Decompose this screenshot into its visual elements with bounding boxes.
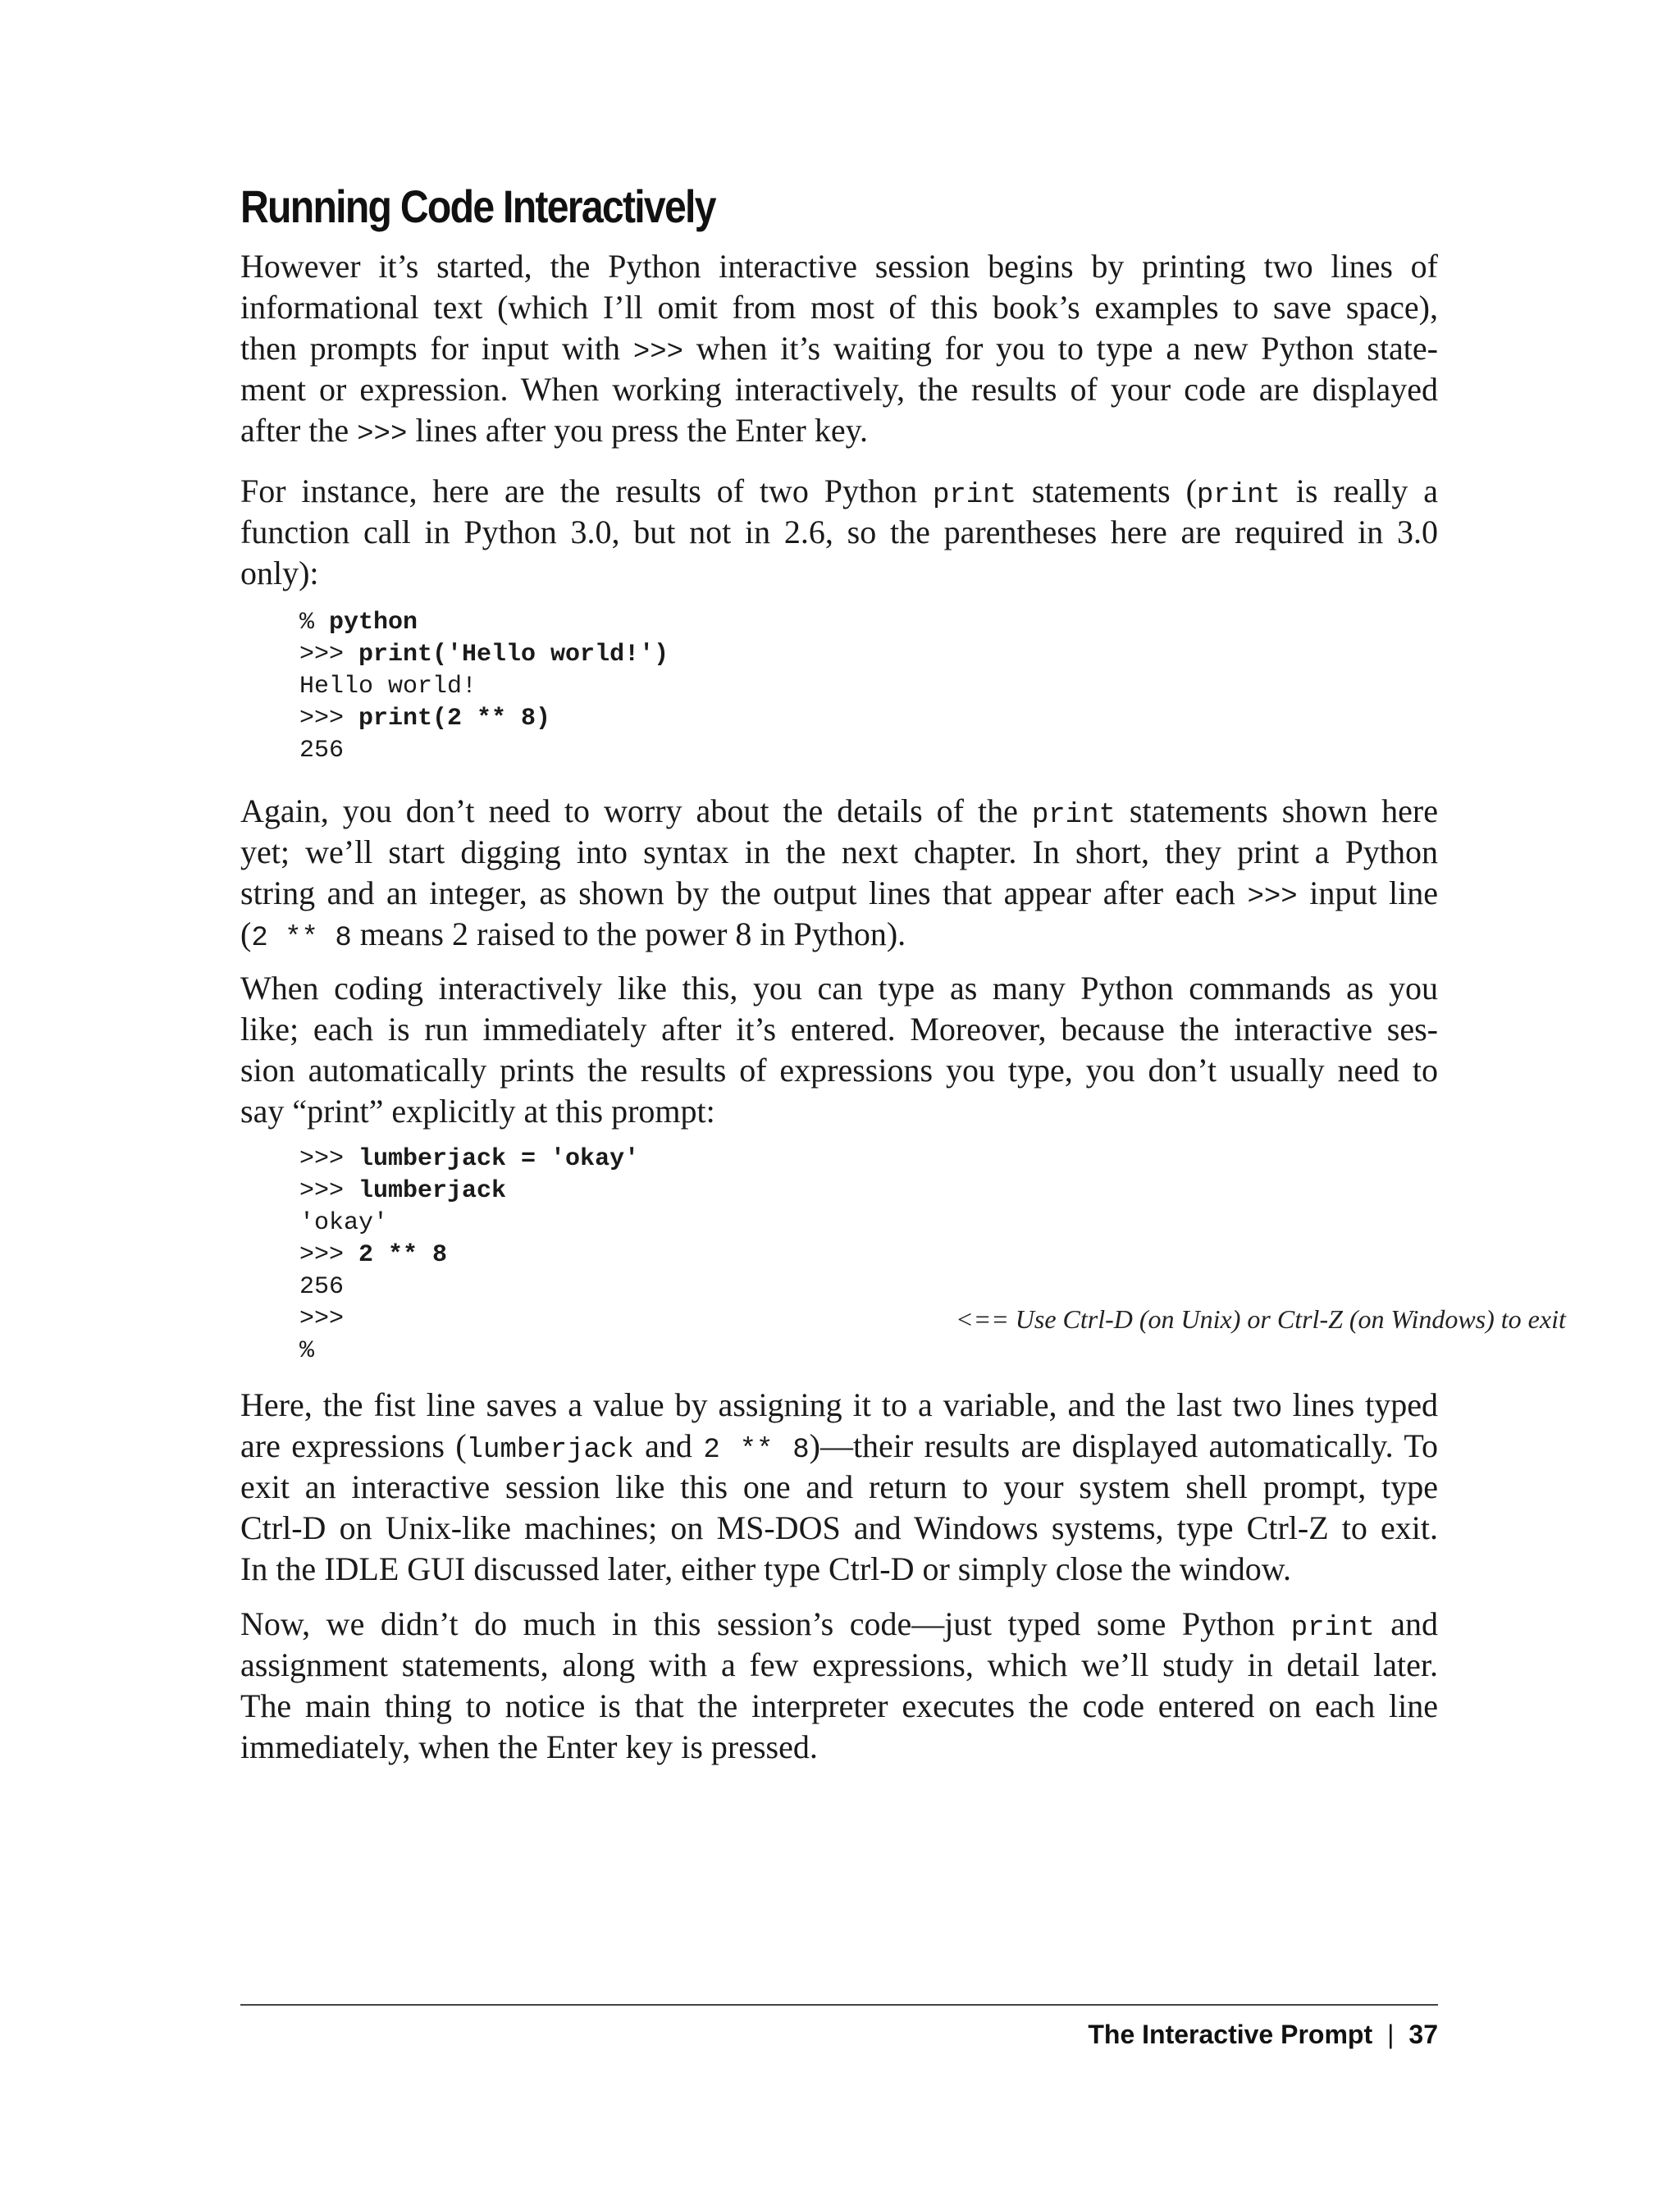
code-line <box>299 1303 1566 1335</box>
inline-code: 2 ** 8 <box>703 1435 810 1466</box>
code-input: lumberjack = 'okay' <box>358 1145 640 1173</box>
text-line <box>240 553 1438 594</box>
text-run: is really a <box>1280 472 1438 509</box>
code-output: % <box>299 1337 315 1365</box>
code-line <box>299 1271 639 1303</box>
text-run: ( <box>240 915 252 952</box>
code-output: >>> <box>299 705 359 733</box>
text-line <box>240 1050 1438 1091</box>
text-run: string and an integer, as shown by the output lines that appear after each <box>240 874 1248 911</box>
text-run: only): <box>240 555 319 591</box>
inline-code: print <box>1031 800 1116 831</box>
code-line <box>299 671 669 703</box>
text-line <box>240 873 1438 914</box>
text-line <box>240 1385 1438 1426</box>
text-run: when it’s waiting for you to type a new Python state- <box>683 330 1438 367</box>
text-run: input line <box>1297 874 1438 911</box>
text-line <box>240 1467 1438 1508</box>
text-run: means 2 raised to the power 8 in Python). <box>351 915 906 952</box>
text-run: and <box>633 1427 704 1464</box>
text-line <box>240 791 1438 832</box>
code-output: >>> <box>299 1177 359 1205</box>
text-run: However it’s started, the Python interactive session begins by printing two lines of <box>240 248 1438 285</box>
inline-code: 2 ** 8 <box>251 923 352 954</box>
code-output: >>> <box>299 1145 359 1173</box>
text-run: function call in Python 3.0, but not in 2.6, so the parentheses here are required in 3.0 <box>240 514 1438 550</box>
section-heading: Running Code Interactively <box>240 180 715 232</box>
code-line <box>299 703 669 735</box>
text-run: say “print” explicitly at this prompt: <box>240 1093 715 1130</box>
text-line <box>240 1727 1438 1768</box>
inline-code: print <box>932 480 1017 511</box>
code-output: >>> <box>299 1305 345 1333</box>
text-run: )—their results are displayed automatically. To <box>809 1427 1438 1464</box>
code-output: >>> <box>299 1241 359 1269</box>
code-line <box>299 1335 639 1367</box>
paragraph-1 <box>240 246 1438 451</box>
text-run: assignment statements, along with a few expressions, which we’ll study in detail later. <box>240 1646 1438 1683</box>
code-input: 2 ** 8 <box>358 1241 448 1269</box>
code-input: lumberjack <box>358 1177 507 1205</box>
text-line <box>240 369 1438 410</box>
text-line <box>240 1604 1438 1645</box>
text-run: lines after you press the Enter key. <box>407 412 869 449</box>
code-output: 256 <box>299 1273 345 1301</box>
paragraph-6 <box>240 1604 1438 1768</box>
text-run: statements ( <box>1016 472 1197 509</box>
text-run: exit an interactive session like this one and return to your system shell prompt, type <box>240 1468 1438 1505</box>
text-line <box>240 471 1438 512</box>
text-run: In the IDLE GUI discussed later, either type Ctrl-D or simply close the window. <box>240 1550 1292 1587</box>
text-line <box>240 410 1438 451</box>
text-run: Again, you don’t need to worry about the details of the <box>240 792 1032 829</box>
page-footer <box>1088 2020 1438 2050</box>
text-line <box>240 246 1438 287</box>
text-run: then prompts for input with <box>240 330 633 367</box>
text-run: like; each is run immediately after it’s entered. Moreover, because the interactive ses- <box>240 1011 1438 1048</box>
text-run: immediately, when the Enter key is pressed. <box>240 1728 818 1765</box>
text-line <box>240 512 1438 553</box>
text-run: statements shown here <box>1115 792 1438 829</box>
paragraph-2 <box>240 471 1438 594</box>
footer-section-title: The Interactive Prompt <box>1088 2020 1373 2049</box>
text-run: Ctrl-D on Unix-like machines; on MS-DOS and Windows systems, type Ctrl-Z to exit. <box>240 1509 1438 1546</box>
text-line <box>240 328 1438 369</box>
code-line <box>299 1239 639 1271</box>
footer-rule <box>240 2004 1438 2006</box>
code-line <box>299 639 669 671</box>
footer-separator: | <box>1387 2020 1395 2049</box>
text-run: are expressions ( <box>240 1427 467 1464</box>
text-run: When coding interactively like this, you can type as many Python commands as you <box>240 970 1438 1007</box>
text-run: Now, we didn’t do much in this session’s code—just typed some Python <box>240 1605 1291 1642</box>
text-line <box>240 968 1438 1009</box>
code-output: 256 <box>299 737 345 765</box>
text-run: sion automatically prints the results of expressions you type, you don’t usually need to <box>240 1052 1438 1089</box>
code-comment: <== Use Ctrl-D (on Unix) or Ctrl-Z (on Windows) to exit <box>956 1304 1566 1334</box>
code-output: >>> <box>299 641 359 669</box>
text-line <box>240 1426 1438 1467</box>
text-run: and <box>1374 1605 1438 1642</box>
code-line <box>299 607 669 639</box>
text-line <box>240 832 1438 873</box>
code-output: 'okay' <box>299 1209 389 1237</box>
inline-code: print <box>1196 480 1281 511</box>
text-run: Here, the fist line saves a value by assigning it to a variable, and the last two lines typed <box>240 1386 1438 1423</box>
paragraph-3 <box>240 791 1438 955</box>
text-line <box>240 287 1438 328</box>
code-input: print('Hello world!') <box>358 641 669 669</box>
text-line <box>240 1009 1438 1050</box>
text-line <box>240 914 1438 955</box>
text-run: yet; we’ll start digging into syntax in the next chapter. In short, they print a Python <box>240 833 1438 870</box>
code-line <box>299 1208 639 1239</box>
text-run: after the <box>240 412 358 449</box>
inline-code: >>> <box>357 419 408 450</box>
inline-code: lumberjack <box>466 1435 634 1466</box>
code-line <box>299 1176 639 1208</box>
text-line <box>240 1549 1438 1590</box>
inline-code: >>> <box>632 337 684 368</box>
code-line <box>299 735 669 767</box>
page-number: 37 <box>1408 2020 1438 2049</box>
text-run: informational text (which I’ll omit from most of this book’s examples to save space), <box>240 289 1438 326</box>
code-output: Hello world! <box>299 673 477 701</box>
code-block-2 <box>299 1144 1566 1367</box>
text-run: The main thing to notice is that the interpreter executes the code entered on each line <box>240 1687 1438 1724</box>
text-line <box>240 1645 1438 1686</box>
code-block-1 <box>299 607 669 767</box>
code-output: % <box>299 609 330 637</box>
paragraph-4 <box>240 968 1438 1132</box>
inline-code: print <box>1290 1613 1375 1644</box>
code-input: print(2 ** 8) <box>358 705 551 733</box>
text-line <box>240 1091 1438 1132</box>
text-run: ment or expression. When working interactively, the results of your code are displayed <box>240 371 1438 408</box>
text-line <box>240 1508 1438 1549</box>
text-line <box>240 1686 1438 1727</box>
code-line <box>299 1144 639 1176</box>
paragraph-5 <box>240 1385 1438 1590</box>
inline-code: >>> <box>1247 882 1298 913</box>
code-input: python <box>329 609 418 637</box>
text-run: For instance, here are the results of two Python <box>240 472 933 509</box>
